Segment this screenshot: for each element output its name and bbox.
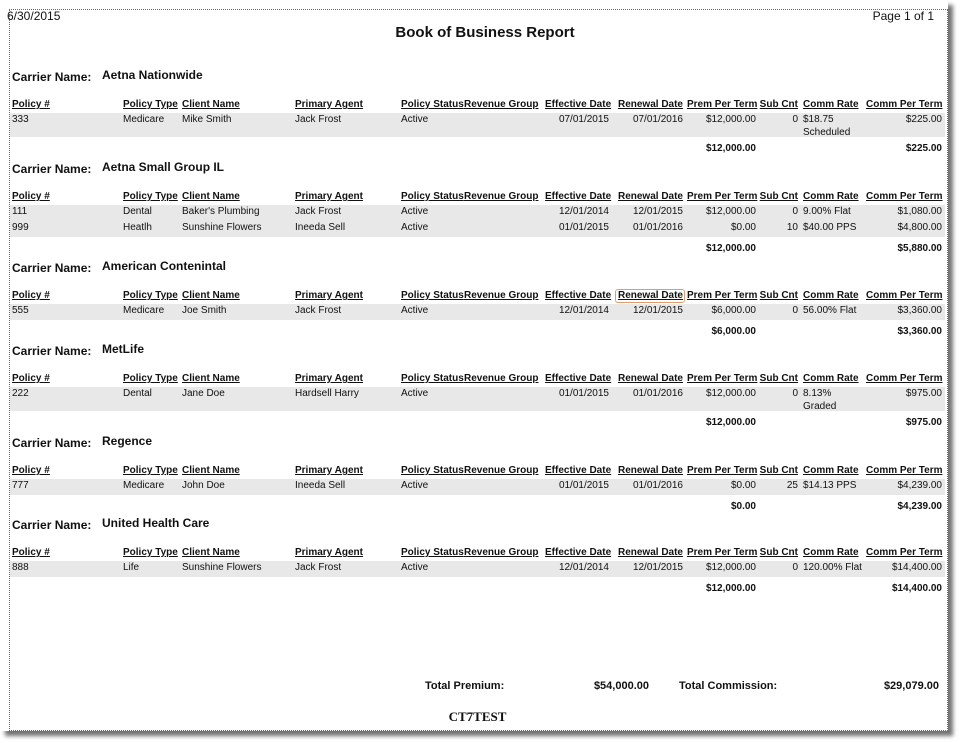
column-header-revenue-group: Revenue Group (464, 547, 539, 558)
row-cell-comm: $4,800.00 (897, 222, 942, 233)
column-header-sub-cnt: Sub Cnt (759, 547, 798, 558)
carrier-name-label: Carrier Name: (12, 162, 92, 176)
row-cell-eff: 01/01/2015 (558, 388, 609, 399)
column-header-effective-date: Effective Date (545, 373, 612, 384)
row-cell-prem: $12,000.00 (705, 114, 756, 125)
column-header-sub-cnt: Sub Cnt (759, 99, 798, 110)
group-total-premium: $12,000.00 (705, 143, 756, 154)
column-header-renewal-date: Renewal Date (617, 465, 683, 476)
row-cell-sub: 10 (786, 222, 798, 233)
row-cell-prem: $12,000.00 (705, 206, 756, 217)
column-header-policy-status: Policy Status (401, 191, 464, 202)
column-header-client-name: Client Name (182, 547, 240, 558)
carrier-name: United Health Care (102, 516, 210, 530)
group-total-commission: $4,239.00 (897, 501, 942, 512)
row-cell-agent: Ineeda Sell (295, 480, 346, 491)
row-cell-comm: $1,080.00 (897, 206, 942, 217)
row-cell-comm: $14,400.00 (891, 562, 942, 573)
column-header-comm-rate: Comm Rate (803, 290, 859, 301)
total-premium-label: Total Premium: (425, 680, 505, 692)
row-cell-policy: 777 (12, 480, 29, 491)
column-header-comm-per-term: Comm Per Term (866, 373, 943, 384)
row-cell-prem: $12,000.00 (705, 562, 756, 573)
row-cell-type: Medicare (123, 305, 165, 316)
total-commission-label: Total Commission: (679, 680, 778, 692)
row-cell-type: Life (123, 562, 140, 573)
row-cell-comm: $975.00 (905, 388, 942, 399)
row-cell-ren: 12/01/2015 (632, 305, 683, 316)
column-header-policy-status: Policy Status (401, 465, 464, 476)
carrier-name-label: Carrier Name: (12, 70, 92, 84)
column-header-client-name: Client Name (182, 99, 240, 110)
group-total-commission: $5,880.00 (897, 243, 942, 254)
row-cell-agent: Jack Frost (295, 305, 342, 316)
column-header-policy-status: Policy Status (401, 99, 464, 110)
carrier-name-label: Carrier Name: (12, 518, 92, 532)
row-cell-sub: 0 (792, 305, 798, 316)
row-cell-client: Sunshine Flowers (182, 222, 262, 233)
row-cell-policy: 111 (12, 206, 28, 217)
column-header-comm-per-term: Comm Per Term (866, 191, 943, 202)
column-header-comm-rate: Comm Rate (803, 99, 859, 110)
column-header-revenue-group: Revenue Group (464, 191, 539, 202)
row-cell-rate: $18.75 (803, 114, 834, 125)
row-cell-status: Active (401, 114, 429, 125)
column-header-policy-type: Policy Type (123, 191, 178, 202)
row-cell-ren: 01/01/2016 (632, 388, 683, 399)
column-header-effective-date: Effective Date (545, 99, 612, 110)
row-cell-ren: 12/01/2015 (632, 562, 683, 573)
group-total-premium: $12,000.00 (705, 583, 756, 594)
row-cell-status: Active (401, 305, 429, 316)
column-header-comm-rate: Comm Rate (803, 465, 859, 476)
row-cell-status: Active (401, 388, 429, 399)
column-header-policy-status: Policy Status (401, 547, 464, 558)
column-header-comm-per-term: Comm Per Term (866, 465, 943, 476)
row-cell-prem: $0.00 (730, 480, 756, 491)
row-cell-eff: 01/01/2015 (558, 222, 609, 233)
row-cell-rate: 120.00% Flat (803, 562, 862, 573)
row-cell-client: Baker's Plumbing (182, 206, 260, 217)
selected-field-outline (615, 289, 685, 303)
report-title: Book of Business Report (395, 24, 575, 41)
row-cell-rate-detail: Scheduled (803, 127, 851, 138)
column-header-comm-rate: Comm Rate (803, 547, 859, 558)
column-header-policy-status: Policy Status (401, 373, 464, 384)
column-header-comm-per-term: Comm Per Term (866, 290, 943, 301)
row-cell-sub: 0 (792, 388, 798, 399)
column-header-primary-agent: Primary Agent (295, 99, 363, 110)
row-cell-agent: Jack Frost (295, 562, 342, 573)
carrier-name: Regence (102, 434, 153, 448)
column-header-primary-agent: Primary Agent (295, 465, 363, 476)
row-cell-comm: $4,239.00 (897, 480, 942, 491)
row-cell-rate: $14.13 PPS (803, 480, 857, 491)
row-cell-rate: 56.00% Flat (803, 305, 857, 316)
row-cell-prem: $0.00 (730, 222, 756, 233)
group-total-premium: $12,000.00 (705, 417, 756, 428)
column-header-revenue-group: Revenue Group (464, 290, 539, 301)
column-header-effective-date: Effective Date (545, 547, 612, 558)
column-header-sub-cnt: Sub Cnt (759, 465, 798, 476)
row-cell-eff: 12/01/2014 (558, 305, 609, 316)
column-header-primary-agent: Primary Agent (295, 547, 363, 558)
row-cell-client: Joe Smith (182, 305, 227, 316)
column-header-prem-per-term: Prem Per Term (687, 290, 758, 301)
row-cell-ren: 01/01/2016 (632, 480, 683, 491)
column-header-primary-agent: Primary Agent (295, 373, 363, 384)
row-cell-eff: 12/01/2014 (558, 206, 609, 217)
row-cell-rate: 8.13% (803, 388, 832, 399)
row-cell-status: Active (401, 206, 429, 217)
row-cell-client: John Doe (182, 480, 225, 491)
row-cell-rate-detail: Graded (803, 401, 837, 412)
group-total-premium: $0.00 (730, 501, 756, 512)
group-total-commission: $3,360.00 (897, 326, 942, 337)
column-header-policy-type: Policy Type (123, 290, 178, 301)
row-cell-eff: 12/01/2014 (558, 562, 609, 573)
column-header-revenue-group: Revenue Group (464, 99, 539, 110)
group-total-commission: $225.00 (905, 143, 942, 154)
row-cell-ren: 12/01/2015 (632, 206, 683, 217)
column-header-comm-per-term: Comm Per Term (866, 99, 943, 110)
column-header-revenue-group: Revenue Group (464, 373, 539, 384)
column-header-sub-cnt: Sub Cnt (759, 373, 798, 384)
row-cell-status: Active (401, 562, 429, 573)
column-header-primary-agent: Primary Agent (295, 290, 363, 301)
column-header-renewal-date: Renewal Date (617, 99, 683, 110)
row-cell-policy: 888 (12, 562, 29, 573)
carrier-name-label: Carrier Name: (12, 344, 92, 358)
row-cell-prem: $12,000.00 (705, 388, 756, 399)
row-cell-type: Heatlh (123, 222, 152, 233)
group-total-commission: $975.00 (905, 417, 942, 428)
column-header-policy-type: Policy Type (123, 547, 178, 558)
column-header-prem-per-term: Prem Per Term (687, 465, 758, 476)
column-header-policy-type: Policy Type (123, 99, 178, 110)
row-cell-status: Active (401, 222, 429, 233)
column-header-comm-rate: Comm Rate (803, 373, 859, 384)
row-cell-policy: 333 (12, 114, 29, 125)
row-cell-type: Medicare (123, 480, 165, 491)
row-cell-eff: 01/01/2015 (558, 480, 609, 491)
column-header-client-name: Client Name (182, 290, 240, 301)
row-cell-status: Active (401, 480, 429, 491)
column-header-sub-cnt: Sub Cnt (759, 290, 798, 301)
group-total-premium: $12,000.00 (705, 243, 756, 254)
report-footer: CT7TEST (448, 709, 507, 724)
report-date: 6/30/2015 (7, 9, 61, 23)
row-cell-ren: 01/01/2016 (632, 222, 683, 233)
column-header-policy: Policy # (12, 465, 50, 476)
column-header-prem-per-term: Prem Per Term (687, 191, 758, 202)
column-header-policy-type: Policy Type (123, 465, 178, 476)
column-header-policy-status: Policy Status (401, 290, 464, 301)
column-header-prem-per-term: Prem Per Term (687, 547, 758, 558)
row-cell-agent: Ineeda Sell (295, 222, 346, 233)
row-cell-client: Mike Smith (182, 114, 232, 125)
column-header-client-name: Client Name (182, 465, 240, 476)
total-commission-value: $29,079.00 (883, 680, 939, 692)
carrier-name-label: Carrier Name: (12, 261, 92, 275)
column-header-policy: Policy # (12, 191, 50, 202)
row-cell-eff: 07/01/2015 (558, 114, 609, 125)
row-cell-rate: 9.00% Flat (803, 206, 851, 217)
column-header-primary-agent: Primary Agent (295, 191, 363, 202)
row-cell-client: Jane Doe (182, 388, 225, 399)
row-cell-comm: $3,360.00 (897, 305, 942, 316)
row-cell-type: Dental (123, 206, 152, 217)
row-cell-policy: 555 (12, 305, 29, 316)
row-cell-sub: 0 (792, 562, 798, 573)
row-cell-agent: Hardsell Harry (295, 388, 359, 399)
column-header-sub-cnt: Sub Cnt (759, 191, 798, 202)
row-cell-sub: 0 (792, 114, 798, 125)
column-header-client-name: Client Name (182, 191, 240, 202)
column-header-policy: Policy # (12, 373, 50, 384)
column-header-renewal-date: Renewal Date (617, 290, 683, 301)
carrier-name: MetLife (102, 342, 144, 356)
page-number: Page 1 of 1 (872, 9, 934, 23)
row-cell-agent: Jack Frost (295, 114, 342, 125)
column-header-effective-date: Effective Date (545, 465, 612, 476)
column-header-effective-date: Effective Date (545, 290, 612, 301)
row-cell-client: Sunshine Flowers (182, 562, 262, 573)
column-header-comm-rate: Comm Rate (803, 191, 859, 202)
row-cell-prem: $6,000.00 (711, 305, 756, 316)
column-header-effective-date: Effective Date (545, 191, 612, 202)
column-header-prem-per-term: Prem Per Term (687, 373, 758, 384)
column-header-prem-per-term: Prem Per Term (687, 99, 758, 110)
row-cell-policy: 222 (12, 388, 29, 399)
column-header-renewal-date: Renewal Date (617, 547, 683, 558)
row-cell-agent: Jack Frost (295, 206, 342, 217)
row-cell-type: Dental (123, 388, 152, 399)
row-cell-ren: 07/01/2016 (632, 114, 683, 125)
column-header-revenue-group: Revenue Group (464, 465, 539, 476)
column-header-renewal-date: Renewal Date (617, 191, 683, 202)
row-cell-type: Medicare (123, 114, 165, 125)
group-total-premium: $6,000.00 (711, 326, 756, 337)
group-total-commission: $14,400.00 (891, 583, 942, 594)
carrier-name-label: Carrier Name: (12, 436, 92, 450)
total-premium-value: $54,000.00 (593, 680, 649, 692)
column-header-policy: Policy # (12, 290, 50, 301)
carrier-name: American Contenintal (102, 259, 227, 273)
column-header-renewal-date: Renewal Date (617, 373, 683, 384)
column-header-comm-per-term: Comm Per Term (866, 547, 943, 558)
row-cell-policy: 999 (12, 222, 29, 233)
column-header-policy: Policy # (12, 547, 50, 558)
column-header-client-name: Client Name (182, 373, 240, 384)
carrier-name: Aetna Nationwide (102, 68, 203, 82)
column-header-policy: Policy # (12, 99, 50, 110)
column-header-policy-type: Policy Type (123, 373, 178, 384)
row-cell-sub: 0 (792, 206, 798, 217)
row-cell-sub: 25 (786, 480, 798, 491)
row-cell-comm: $225.00 (905, 114, 942, 125)
row-cell-rate: $40.00 PPS (803, 222, 857, 233)
carrier-name: Aetna Small Group IL (102, 160, 225, 174)
